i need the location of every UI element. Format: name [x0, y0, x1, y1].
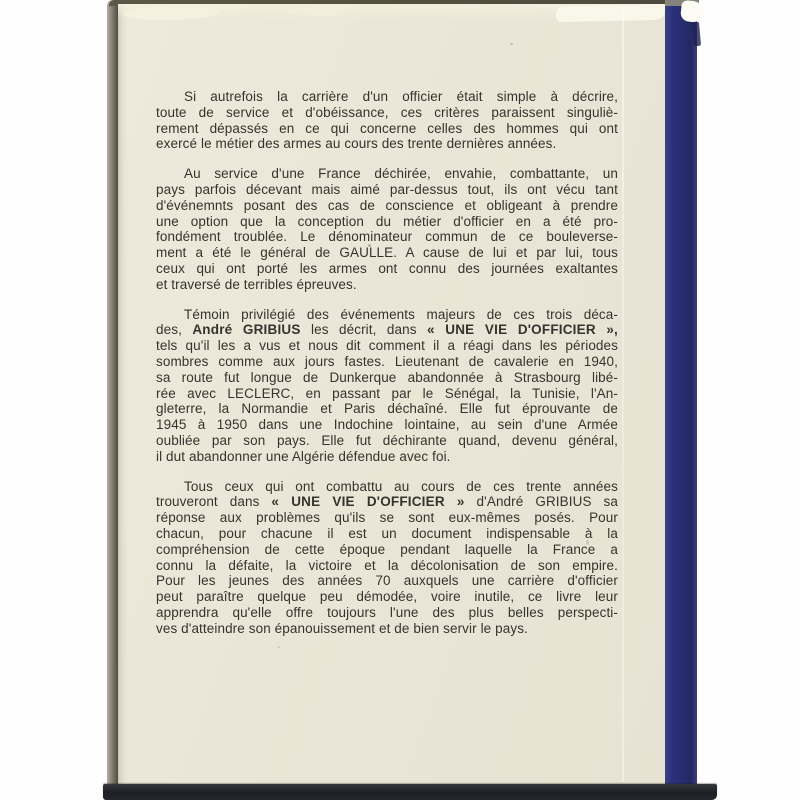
text-line: exercé le métier des armes au cours des trente dernières années.	[156, 136, 557, 152]
text-line: gleterre, la Normandie et Paris déchaîné. Elle fut éprouvante de	[156, 401, 618, 417]
vertical-crease	[622, 6, 624, 782]
text-line: chacun, pour chacune il est un document indispensable à la	[156, 525, 618, 541]
book-spine	[665, 0, 697, 787]
cover-text-block	[156, 89, 618, 637]
text-line: sombres comme aux jours fastes. Lieutenant de cavalerie en 1940,	[156, 353, 618, 369]
text-line: sa route fut longue de Dunkerque abandonnée à Strasbourg libé-	[156, 369, 618, 385]
text-line: toute de service et d'obéissance, ces critères paraissent singuliè-	[156, 104, 618, 120]
book-bottom-edge	[103, 784, 717, 800]
text-line: Au service d'une France déchirée, envahie, combattante, un	[184, 166, 618, 182]
text-line: trouveront dans « UNE VIE D'OFFICIER » d'André GRIBIUS sa	[156, 494, 618, 510]
text-line: apprendra qu'elle offre toujours l'une des plus belles perspecti-	[156, 604, 618, 620]
cover-paper	[118, 4, 665, 786]
cover-paragraph	[156, 307, 618, 465]
text-line: ves d'atteindre son épanouissement et de bien servir le pays.	[156, 620, 528, 636]
spine-notch	[692, 22, 701, 47]
text-line: il dut abandonner une Algérie défendue avec foi.	[156, 448, 451, 464]
text-line: compréhension de cette époque pendant laquelle la France a	[156, 541, 618, 557]
text-line: et traversé de terribles épreuves.	[156, 276, 357, 292]
wear-patch	[556, 4, 666, 22]
text-line: ceux qui ont porté les armes ont connu des journées exaltantes	[156, 260, 618, 276]
paper-speck	[510, 43, 513, 45]
text-line: tels qu'il les a vus et nous dit comment il a réagi dans les périodes	[156, 338, 618, 354]
text-line: Tous ceux qui ont combattu au cours de ces trente années	[184, 478, 618, 494]
text-line: rement dépassés en ce qui concerne celles des hommes qui ont	[156, 120, 618, 136]
text-line: pays parfois décevant mais aimé par-dessus tout, ils ont vécu tant	[156, 181, 618, 197]
text-line: peut paraître quelque peu démodée, voire inutile, ce livre leur	[156, 589, 618, 605]
text-line: rée avec LECLERC, en passant par le Sénégal, la Tunisie, l'An-	[156, 385, 618, 401]
text-line: des, André GRIBIUS les décrit, dans « UNE VIE D'OFFICIER »,	[156, 322, 618, 338]
text-line: réponse aux problèmes qu'ils se sont eux-mêmes posés. Pour	[156, 510, 618, 526]
cover-paragraph	[156, 479, 618, 637]
text-line: oubliée par son pays. Elle fut déchirante quand, devenu général,	[156, 432, 618, 448]
text-line: connu la défaite, la victoire et la décolonisation de son empire.	[156, 557, 618, 573]
cover-paragraph	[156, 89, 618, 152]
text-line: Témoin privilégié des événements majeurs de ces trois déca-	[184, 306, 618, 322]
spine-tear-patch	[680, 0, 705, 23]
text-line: Pour les jeunes des années 70 auxquels une carrière d'officier	[156, 573, 618, 589]
text-line: d'événemnts posant des cas de conscience et obligeant à prendre	[156, 197, 618, 213]
book-back-cover	[107, 0, 697, 800]
page-edge-left	[107, 0, 118, 788]
text-line: une option que la conception du métier d'officier en a été pro-	[156, 213, 618, 229]
text-line: ment a été le général de GAULLE. A cause de lui et par lui, tous	[156, 245, 618, 261]
text-line: fondément troublée. Le dénominateur commun de ce bouleverse-	[156, 229, 618, 245]
paper-speck	[278, 646, 280, 648]
text-line: Si autrefois la carrière d'un officier était simple à décrire,	[184, 89, 618, 104]
cover-paragraph	[156, 166, 618, 292]
text-line: 1945 à 1950 dans une Indochine lointaine, au sein d'une Armée	[156, 417, 618, 433]
